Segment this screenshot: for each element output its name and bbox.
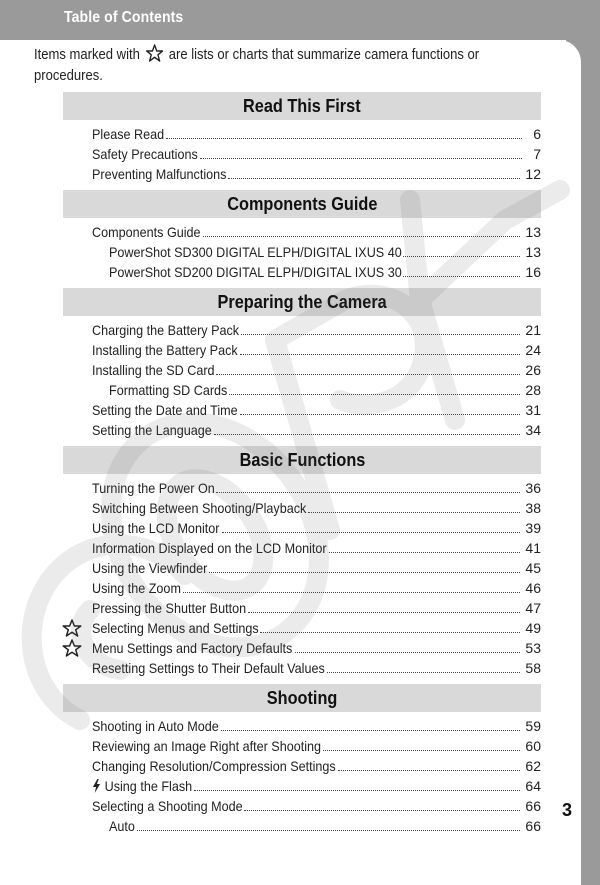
toc-entry-text: Using the Viewfinder [92,560,208,576]
toc-entry-label [92,638,292,658]
star-icon [145,44,163,62]
leader-dots [194,790,520,791]
toc-entry-text: Shooting in Auto Mode [92,718,219,734]
toc-entry-page: 16 [525,264,541,280]
star-icon [62,619,82,637]
leader-dots [166,138,522,139]
toc-entry-label [92,340,238,360]
toc-entry-label [92,320,239,340]
toc-entry-text: Using the LCD Monitor [92,520,220,536]
toc-entry-page: 26 [525,362,541,378]
toc-entry-page: 58 [525,660,541,676]
leader-dots [229,394,520,395]
toc-entry-label [109,816,135,836]
toc-entry-label [92,478,215,498]
toc-entry[interactable] [63,478,541,498]
toc-entry-text: Installing the Battery Pack [92,342,238,358]
toc-entry[interactable] [63,124,541,144]
toc-entry-text: PowerShot SD300 DIGITAL ELPH/DIGITAL IXUS 40 [109,244,402,260]
leader-dots [137,830,521,831]
toc-entry-label [92,558,207,578]
toc-entry-label [92,796,243,816]
section-title: Preparing the Camera [217,291,387,312]
toc-entry-page: 21 [525,322,541,338]
leader-dots [241,334,520,335]
toc-entry-label [92,222,201,242]
leader-dots [200,158,522,159]
toc-entry-page: 7 [533,146,541,162]
toc-entry-text: Please Read [92,126,165,142]
toc-entry-page: 53 [525,640,541,656]
section-title: Shooting [266,687,338,708]
toc-entry-label [92,716,219,736]
toc-entry[interactable] [63,380,541,400]
leader-dots [209,572,520,573]
toc-entry[interactable] [63,796,541,816]
toc-entry-page: 13 [525,224,541,240]
toc-entry-label [92,618,259,638]
leader-dots [327,672,521,673]
toc-entry[interactable] [63,638,541,658]
toc-entry[interactable] [63,598,541,618]
page-number: 3 [562,800,573,820]
toc-entry-text: Switching Between Shooting/Playback [92,500,307,516]
toc-entry-text: Information Displayed on the LCD Monitor [92,540,327,556]
toc-entry[interactable] [63,262,541,282]
toc-entry-page: 38 [525,500,541,516]
toc-entry-page: 46 [525,580,541,596]
toc-entry-page: 66 [525,798,541,814]
toc-entry-label [92,578,181,598]
leader-dots [329,552,521,553]
toc-entry-text: Setting the Language [92,422,212,438]
toc-entry-text: Selecting a Shooting Mode [92,798,243,814]
section-heading [63,288,541,316]
leader-dots [240,414,521,415]
leader-dots [403,276,520,277]
leader-dots [221,730,521,731]
toc-entry-page: 36 [525,480,541,496]
toc-entry-text: Turning the Power On [92,480,215,496]
toc-entry[interactable] [63,736,541,756]
toc-entry-label [92,658,325,678]
toc-entry-page: 34 [525,422,541,438]
section-heading [63,684,541,712]
toc-entry-text: Using the Zoom [92,580,181,596]
toc-entry[interactable] [63,816,541,836]
toc-entry-text: Using the Flash [104,778,193,794]
toc-entry-page: 31 [525,402,541,418]
leader-dots [240,354,521,355]
toc-entry-page: 59 [525,718,541,734]
toc-entry[interactable] [63,618,541,638]
toc-entry[interactable] [63,538,541,558]
toc-entry-page: 60 [525,738,541,754]
section-title: Basic Functions [239,449,365,470]
leader-dots [216,374,520,375]
section-title: Read This First [243,95,361,116]
table-of-contents [63,92,541,836]
toc-entry-label [92,518,219,538]
toc-entry-text: Charging the Battery Pack [92,322,240,338]
toc-entry-text: Installing the SD Card [92,362,215,378]
toc-entry[interactable] [63,658,541,678]
flash-icon [92,778,101,792]
toc-entry-label [92,498,306,518]
toc-entry-page: 13 [525,244,541,260]
toc-entry[interactable] [63,776,541,796]
leader-dots [183,592,521,593]
leader-dots [260,632,520,633]
toc-entry-text: Selecting Menus and Settings [92,620,259,636]
leader-dots [228,178,520,179]
toc-entry[interactable] [63,420,541,440]
toc-entry-text: Auto [109,818,135,834]
toc-entry-label [92,598,246,618]
toc-entry-page: 66 [525,818,541,834]
toc-entry-label [109,242,402,262]
toc-entry-label [109,262,402,282]
section-heading [63,446,541,474]
toc-entry-label [92,736,321,756]
toc-entry[interactable] [63,498,541,518]
toc-entry-text: Pressing the Shutter Button [92,600,247,616]
toc-entry-label [92,538,327,558]
header-title: Table of Contents [64,9,184,26]
toc-entry[interactable] [63,144,541,164]
toc-entry[interactable] [63,242,541,262]
toc-entry-page: 6 [533,126,541,142]
leader-dots [295,652,521,653]
toc-entry-text: Resetting Settings to Their Default Values [92,660,325,676]
toc-entry-text: Formatting SD Cards [109,382,228,398]
toc-entry-page: 47 [525,600,541,616]
toc-entry[interactable] [63,164,541,184]
toc-entry-label [92,756,336,776]
toc-entry[interactable] [63,340,541,360]
toc-entry-page: 28 [525,382,541,398]
intro-before: Items marked with [34,47,140,63]
toc-entry[interactable] [63,578,541,598]
leader-dots [214,434,520,435]
toc-entry-text: Preventing Malfunctions [92,166,227,182]
toc-entry-text: Safety Precautions [92,146,198,162]
section-heading [63,92,541,120]
header-band [0,0,600,40]
leader-dots [308,512,520,513]
leader-dots [403,256,520,257]
toc-entry-label [92,400,238,420]
toc-entry[interactable] [63,222,541,242]
toc-entry[interactable] [63,756,541,776]
toc-entry-label [92,776,192,796]
toc-entry-page: 62 [525,758,541,774]
leader-dots [248,612,520,613]
toc-entry-page: 24 [525,342,541,358]
toc-entry[interactable] [63,400,541,420]
toc-entry[interactable] [63,360,541,380]
toc-entry-label [92,420,212,440]
toc-entry[interactable] [63,518,541,538]
toc-entry-text: PowerShot SD200 DIGITAL ELPH/DIGITAL IXUS 30 [109,264,402,280]
section-heading [63,190,541,218]
toc-entry-page: 64 [525,778,541,794]
toc-entry-page: 49 [525,620,541,636]
leader-dots [222,532,521,533]
toc-entry[interactable] [63,320,541,340]
leader-dots [244,810,520,811]
toc-entry-label [92,124,164,144]
toc-entry-text: Setting the Date and Time [92,402,238,418]
toc-entry[interactable] [63,716,541,736]
leader-dots [203,236,521,237]
toc-entry-text: Changing Resolution/Compression Settings [92,758,336,774]
toc-entry-label [92,144,198,164]
toc-entry-text: Menu Settings and Factory Defaults [92,640,293,656]
toc-entry-page: 41 [525,540,541,556]
leader-dots [323,750,520,751]
toc-entry-page: 39 [525,520,541,536]
toc-entry-label [92,360,215,380]
toc-entry-text: Components Guide [92,224,201,240]
leader-dots [338,770,521,771]
intro-text [34,44,502,87]
leader-dots [216,492,520,493]
toc-entry-page: 45 [525,560,541,576]
star-icon [62,639,82,657]
toc-entry-label [92,164,226,184]
toc-entry[interactable] [63,558,541,578]
section-title: Components Guide [226,193,378,214]
intro-after: are lists or charts that summarize camera functions or procedures. [34,47,480,84]
toc-entry-text: Reviewing an Image Right after Shooting [92,738,322,754]
toc-entry-label [109,380,227,400]
toc-entry-page: 12 [525,166,541,182]
